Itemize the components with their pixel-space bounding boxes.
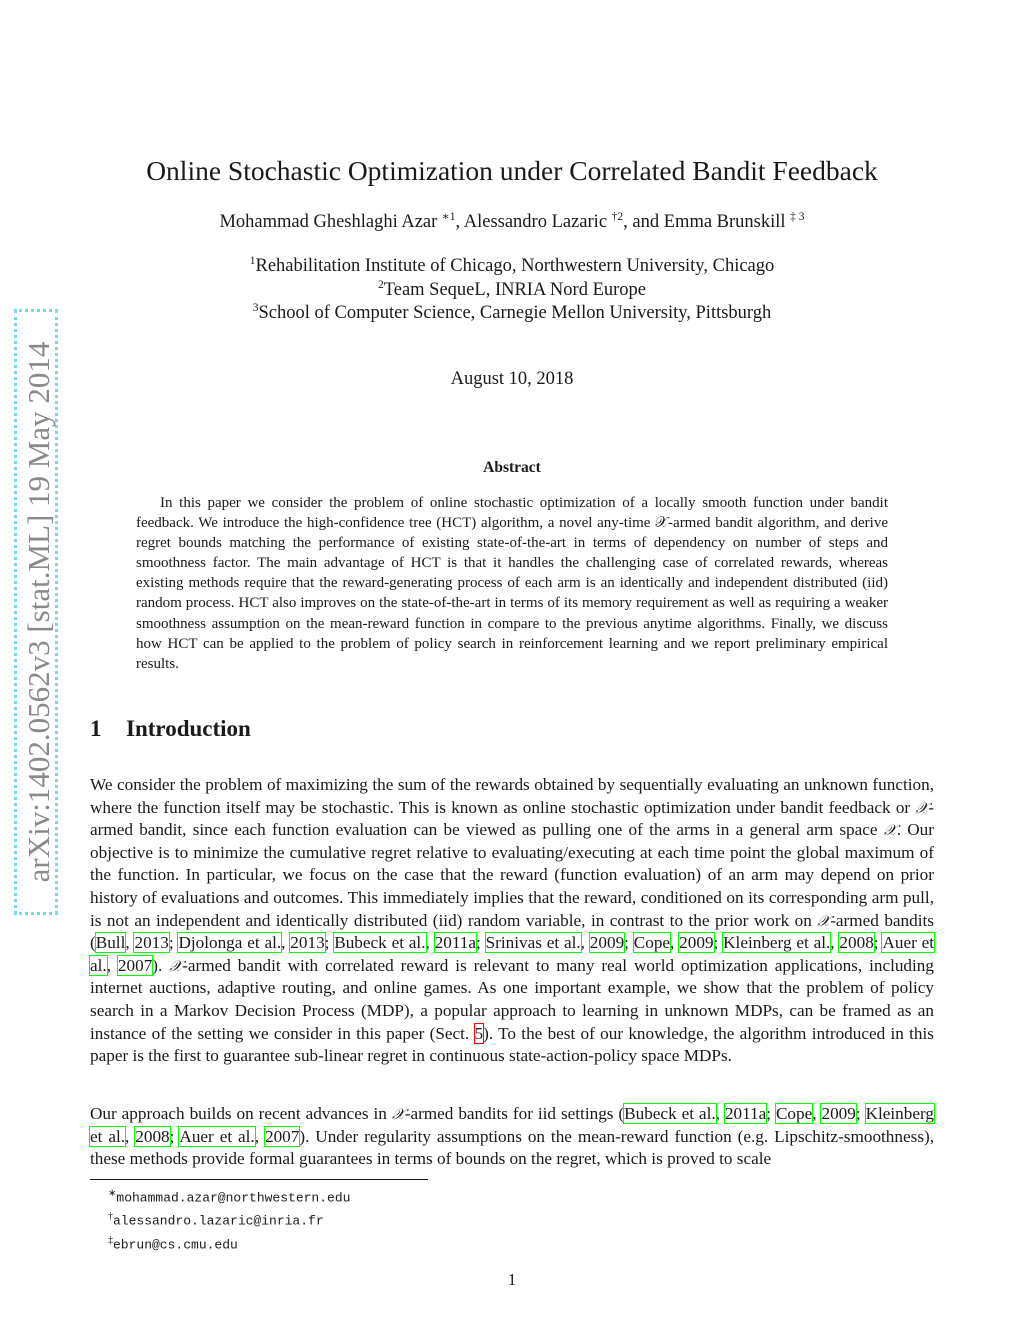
text-run: ,: [425, 933, 435, 953]
affiliation-3: [0, 302, 1024, 326]
text-run: ). To the best of our knowledge, the algorithm introduced in this paper is the first to guarantee sub-linear regret in continuous state-action-policy space MDPs.: [90, 1023, 934, 1066]
text-run: ,: [580, 933, 590, 953]
section-heading: [90, 716, 251, 742]
text-run: . Our objective is to minimize the cumulative regret relative to evaluating/executing at each time point the global maximum of the function. In particular, we focus on the case that the reward (function evaluation) of an arm may depend on prior history of evaluations and outcomes. This immediately implies that the reward, conditioned on its corresponding arm pull, is not an independent and identically distributed (iid) random variable, in contrast to the prior work on: [90, 820, 934, 930]
citation-link[interactable]: 2013: [134, 933, 169, 953]
text-run: Our approach builds on recent advances in: [90, 1104, 392, 1123]
footnote-divider: [90, 1179, 428, 1180]
citation-link[interactable]: Auer et al.: [179, 1126, 255, 1146]
text-run: -armed bandits (: [90, 910, 934, 953]
author-line: [0, 212, 1024, 233]
footnote-3: [108, 1231, 350, 1254]
math-symbol: 𝒳: [169, 956, 183, 975]
affiliation-1: [0, 255, 1024, 279]
text-run: ,: [125, 1126, 136, 1146]
footnote-1-mark: ∗: [108, 1188, 117, 1199]
author-2-mark: †2: [611, 210, 624, 223]
affiliation-2-num: 2: [377, 278, 384, 291]
section-reference-link[interactable]: 5: [474, 1023, 484, 1043]
citation-link[interactable]: Kleinberg et al.: [90, 1104, 934, 1146]
abstract-heading: Abstract: [483, 459, 541, 476]
citation-link[interactable]: Srinivas et al.: [485, 933, 581, 953]
text-run: -armed bandit, since each function evaluation can be viewed as pulling one of the arms in a general arm space: [90, 797, 934, 840]
text-run: ,: [830, 933, 840, 953]
math-symbol: 𝒳: [915, 798, 929, 817]
author-1-mark: ∗1: [441, 210, 456, 223]
citation-link[interactable]: 2011a: [434, 933, 476, 953]
abstract-text: In this paper we consider the problem of online stochastic optimization of a locally smooth function under bandit feedback. We introduce the high-confidence tree (HCT) algorithm, a novel any-time 𝒳-armed bandit algorithm, and derive regret bounds matching the performance of existing state-of-the-art in terms of dependency on number of steps and smoothness factor. The main advantage of HCT is that it handles the challenging case of correlated rewards, whereas existing methods require that the reward-generating process of each arm is an identically and independent distributed (iid) random process. HCT also improves on the state-of-the-art in terms of its memory requirement as well as requiring a weaker smoothness assumption on the mean-reward function in compare to the previous anytime algorithms. Finally, we discuss how HCT can be applied to the problem of policy search in reinforcement learning and we report preliminary empirical results.: [136, 495, 888, 672]
citation-link[interactable]: Auer et al.: [90, 933, 935, 975]
footnote-2: [108, 1207, 350, 1230]
section-title: Introduction: [126, 716, 251, 741]
footnote-2-mark: †: [108, 1211, 113, 1223]
text-run: ,: [812, 1104, 822, 1123]
footnote-1-email[interactable]: mohammad.azar@northwestern.edu: [116, 1190, 351, 1206]
text-run: -armed bandit with correlated reward is relevant to many real world optimization applications, including internet auctions, adaptive routing, and online games. As one important example, we show that the problem of policy search in a Markov Decision Process (MDP), a popular approach to learning in unknown MDPs, can be framed as an instance of the setting we consider in this paper (Sect.: [90, 955, 934, 1043]
text-run: ,: [670, 933, 680, 953]
text-run: ,: [106, 955, 118, 975]
text-run: -armed bandits for iid settings (: [404, 1104, 625, 1123]
citation-link[interactable]: Kleinberg et al.: [723, 933, 831, 953]
text-run: ;: [766, 1104, 776, 1123]
author-3: , and Emma Brunskill: [623, 212, 791, 232]
citation-link[interactable]: Bubeck et al.: [624, 1104, 716, 1123]
text-run: ,: [281, 933, 291, 953]
citation-link[interactable]: Cope: [633, 933, 671, 953]
footnote-3-email[interactable]: ebrun@cs.cmu.edu: [113, 1236, 238, 1252]
citation-link[interactable]: 2007: [264, 1126, 300, 1146]
affiliation-2: [0, 279, 1024, 303]
author-2: , Alessandro Lazaric: [455, 212, 612, 232]
author-1: Mohammad Gheshlaghi Azar: [219, 212, 442, 232]
citation-link[interactable]: Bubeck et al.: [334, 933, 426, 953]
citation-link[interactable]: Djolonga et al.: [178, 933, 282, 953]
affiliation-3-num: 3: [252, 301, 259, 314]
text-run: We consider the problem of maximizing the sum of the rewards obtained by sequentially evaluating an unknown function, where the function itself may be stochastic. This is known as online stochastic optimization under bandit feedback or: [90, 775, 934, 817]
affiliation-1-num: 1: [249, 254, 256, 267]
footnote-2-email[interactable]: alessandro.lazaric@inria.fr: [113, 1213, 324, 1229]
arxiv-identifier[interactable]: arXiv:1402.0562v3 [stat.ML] 19 May 2014: [14, 309, 58, 915]
page-number: 1: [507, 1270, 517, 1289]
text-run: ,: [715, 1104, 725, 1123]
citation-link[interactable]: 2008: [839, 933, 874, 953]
footnote-1: [108, 1184, 350, 1207]
math-symbol: 𝒳: [883, 821, 897, 840]
text-run: ;: [873, 933, 883, 953]
citation-link[interactable]: 2008: [135, 1126, 170, 1146]
paper-title: Online Stochastic Optimization under Correlated Bandit Feedback: [146, 155, 878, 186]
citation-link[interactable]: 2013: [290, 933, 325, 953]
affiliation-3-text: School of Computer Science, Carnegie Mellon University, Pittsburgh: [258, 303, 772, 323]
text-run: ;: [169, 1126, 180, 1146]
footnotes: [108, 1184, 350, 1254]
citation-link[interactable]: Bull: [95, 933, 126, 953]
text-run: ). Under regularity assumptions on the mean-reward function (e.g. Lipschitz-smoothness), these methods provide formal guarantees in terms of bounds on the regret, which is proved to scale: [90, 1126, 935, 1169]
text-run: ;: [476, 933, 486, 953]
text-run: ;: [713, 933, 724, 953]
citation-link[interactable]: Cope: [775, 1104, 813, 1123]
paper-date: August 10, 2018: [450, 369, 574, 389]
text-run: ;: [168, 933, 179, 953]
affiliation-1-text: Rehabilitation Institute of Chicago, Northwestern University, Chicago: [255, 256, 775, 276]
citation-link[interactable]: 2009: [589, 933, 625, 953]
author-3-mark: ‡ 3: [790, 210, 805, 223]
text-run: ;: [324, 933, 335, 953]
affiliations: [0, 255, 1024, 326]
section-number: 1: [90, 716, 102, 741]
affiliation-2-text: Team SequeL, INRIA Nord Europe: [383, 279, 646, 300]
citation-link[interactable]: 2009: [679, 933, 714, 953]
math-symbol: 𝒳: [391, 1105, 405, 1123]
text-run: ,: [125, 933, 135, 953]
citation-link[interactable]: 2009: [821, 1104, 856, 1123]
citation-link[interactable]: 2007: [117, 955, 153, 975]
math-symbol: 𝒳: [817, 911, 831, 930]
text-run: ,: [254, 1126, 265, 1146]
text-run: ;: [855, 1104, 866, 1123]
text-run: ;: [624, 933, 634, 953]
intro-paragraph-1: [90, 774, 934, 1068]
text-run: ).: [152, 955, 170, 975]
intro-paragraph-2: [90, 1103, 934, 1171]
citation-link[interactable]: 2011a: [724, 1104, 767, 1123]
footnote-3-mark: ‡: [108, 1234, 113, 1246]
